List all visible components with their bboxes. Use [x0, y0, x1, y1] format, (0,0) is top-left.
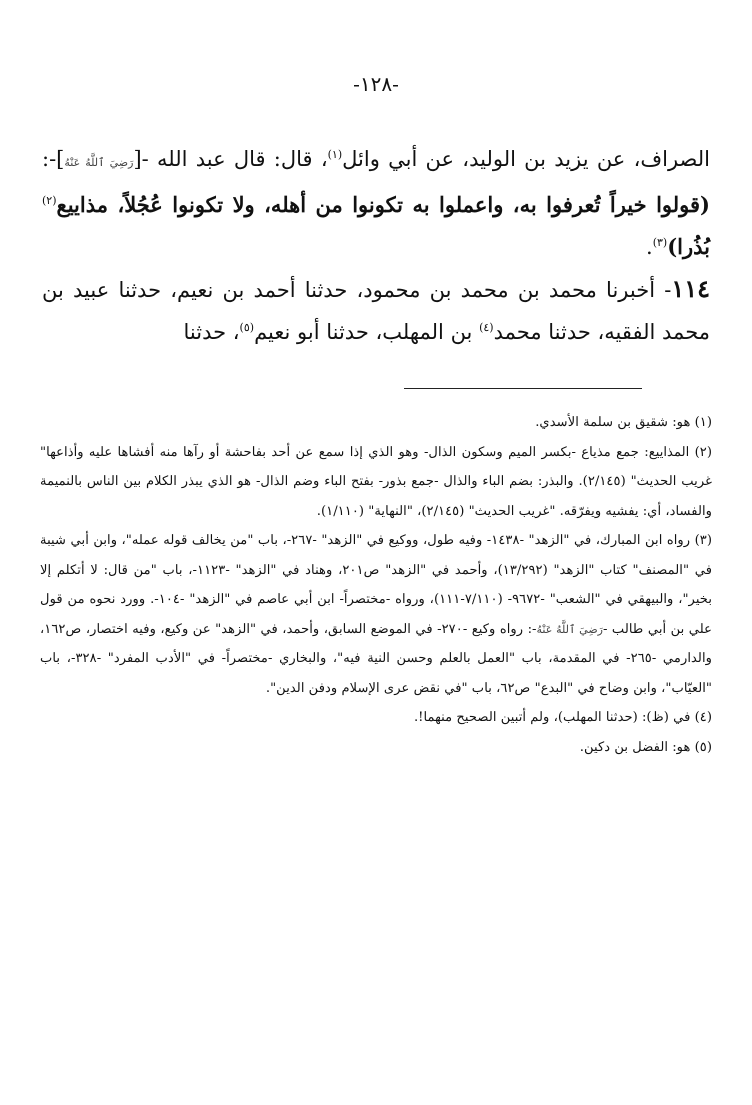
text-segment: .: [646, 235, 653, 259]
footnote-1: (١) هو: شقيق بن سلمة الأسدي.: [535, 415, 712, 430]
text-segment: ، قال: قال عبد الله -[: [133, 147, 328, 171]
quoted-saying-end: بُذُرا): [667, 234, 710, 259]
footnote-3-text: (٣) رواه ابن المبارك، في "الزهد" -١٤٣٨- وفيه طول، ووكيع في "الزهد" -٢٦٧-، باب "من يخالف قوله عمله"، وابن أبي شيبة في "المصنف" كتاب "الزهد" (١٣/٢٩٢)، وأحمد في "الزهد" ص٢٠١، وهناد في "الزهد" -١١٢٣-، باب "من قال: لا أتكلم إلا بخير"، والبيهقي في "الشعب" -٩٦٧٢- (٧/١١٠-١١١)، ورواه -مختصراً- ابن أبي عاصم في "الزهد" -١٠٤-. وورد نحوه من قول علي بن أبي طالب -: [40, 533, 713, 637]
honorific-glyph: رَضِيَ ٱللَّهُ عَنْهُ: [536, 622, 603, 636]
paragraph-hadith-113: [42, 138, 710, 268]
footnote-3-text-cont: -: رواه وكيع -٢٧٠- في الموضع السابق، وأحمد، في "الزهد" عن وكيع، وفيه اختصار، ص١٦٢، والدارمي -٢٦٥- في المقدمة، باب "العمل بالعلم وحسن النية فيه"، والبخاري -مختصراً- في "الأدب المفرد" -٣٢٨-، باب "العيّاب"، وابن وضاح في "البدع" ص٦٢، باب "في نقض عرى الإسلام ودفن الدين".: [40, 621, 712, 696]
footnote-ref-5[interactable]: (٥): [239, 321, 255, 334]
footnote-ref-2[interactable]: (٢): [42, 194, 57, 207]
honorific-glyph: رَضِيَ ٱللَّهُ عَنْهُ: [64, 156, 134, 169]
footnote-4: (٤) في (ظ): (حدثنا المهلب)، ولم أتبين الصحيح منهما!.: [413, 710, 712, 725]
text-segment: بن المهلب، حدثنا أبو نعيم: [254, 320, 480, 344]
hadith-number: ١١٤: [671, 274, 710, 303]
footnote-ref-1[interactable]: (١): [327, 148, 343, 161]
footnotes: [40, 408, 712, 762]
footnote-5: (٥) هو: الفضل بن دكين.: [579, 739, 712, 755]
text-segment: الصراف، عن يزيد بن الوليد، عن أبي وائل: [342, 147, 710, 171]
footnote-2: (٢) المذاييع: جمع مذياع -بكسر الميم وسكون الذال- وهو الذي إذا سمع عن أحد بفاحشة أو رآها منه أفشاها عليه وأذاعها" غريب الحديث" (٢/١٤٥). والبذر: بضم الباء والذال -جمع بذور- بفتح الباء وضم الذال- هو الذي يبذر الكلام بين الناس بالنميمة والفساد، أي: يفشيه ويفرّقه. "غريب الحديث" (٢/١٤٥)، "النهاية" (١/١١٠).: [40, 444, 713, 519]
footnote-ref-4[interactable]: (٤): [479, 321, 494, 334]
text-segment: - أخبرنا محمد بن محمد بن محمود، حدثنا أحمد بن نعيم، حدثنا عبيد بن محمد الفقيه، حدثنا محمد: [42, 278, 710, 344]
quoted-saying: (قولوا خيراً تُعرفوا به، واعملوا به تكونوا من أهله، ولا تكونوا عُجُلاً، مذاييع: [56, 192, 710, 217]
main-text: [42, 138, 710, 353]
text-segment: ، حدثنا: [183, 320, 240, 344]
footnote-3: [40, 526, 712, 703]
page-number: -١٢٨-: [353, 72, 399, 96]
footnote-divider: [404, 388, 642, 389]
footnote-ref-3[interactable]: (٣): [652, 236, 668, 249]
paragraph-hadith-114: [42, 268, 710, 353]
text-segment: ]-:: [42, 147, 65, 171]
